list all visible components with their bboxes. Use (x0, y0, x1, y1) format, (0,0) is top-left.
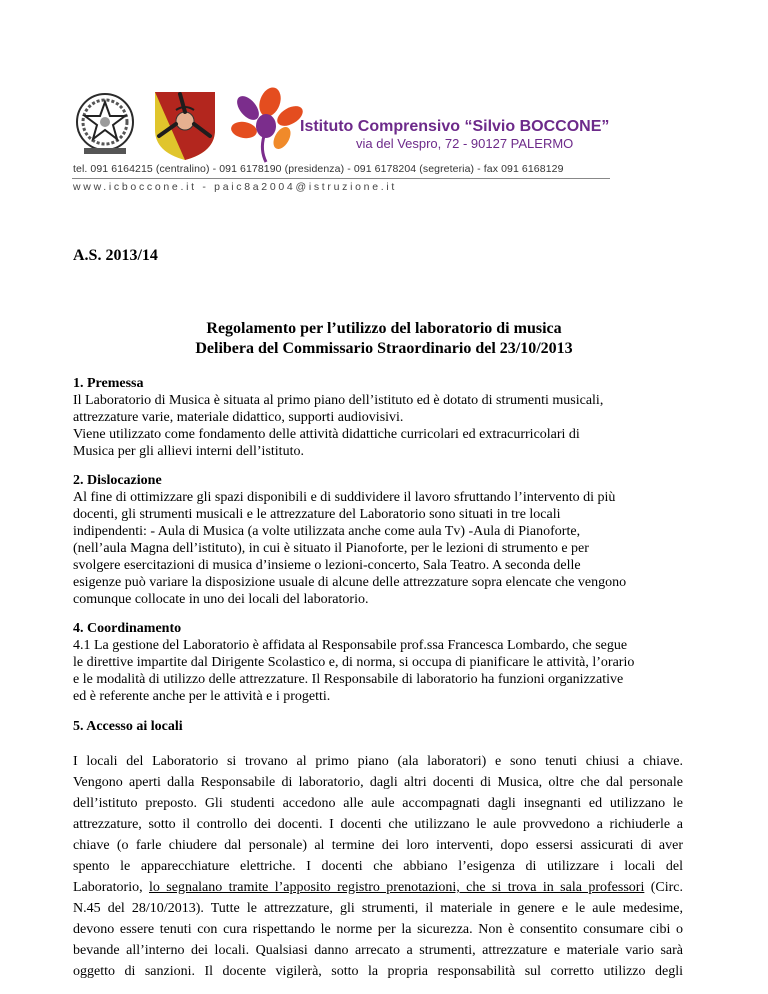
underlined-text: lo segnalano tramite l’apposito registro prenotazioni, che si trova in sala professori (149, 880, 645, 895)
paragraph-line: indipendenti: - Aula di Musica (a volte utilizzata anche come aula Tv) -Aula di Pianoforte, (73, 524, 581, 539)
section-paragraph-accesso (73, 751, 683, 982)
letterhead-divider (72, 178, 610, 179)
republic-emblem-icon (72, 88, 138, 160)
paragraph-line: Viene utilizzato come fondamento delle attività didattiche curricolari ed extracurricolari di (73, 427, 580, 442)
flower-logo-icon (230, 86, 305, 164)
paragraph-line: spento le apparecchiature elettriche. I docenti che abbiano l’esigenza di utilizzare i locali del (73, 859, 683, 874)
paragraph-line: le direttive impartite dal Dirigente Scolastico e, di norma, si occupa di pianificare le attività, l’orario (73, 655, 635, 670)
section-heading-coordinamento: 4. Coordinamento (73, 621, 182, 636)
paragraph-line: N.45 del 28/10/2013). Tutte le attrezzature, gli strumenti, il materiale in genere e le aule medesime, (73, 901, 683, 916)
school-year: A.S. 2013/14 (73, 247, 158, 264)
paragraph-line: Laboratorio, (73, 880, 149, 895)
paragraph-line: svolgere esercitazioni di musica d’insieme o lezioni-concerto, Sala Teatro. A seconda delle (73, 558, 581, 573)
paragraph-line: docenti, gli strumenti musicali e le attrezzature del Laboratorio sono situati in tre locali (73, 507, 561, 522)
section-heading-premessa: 1. Premessa (73, 376, 144, 391)
website-email: www.icboccone.it - paic8a2004@istruzione.it (73, 181, 398, 193)
paragraph-line: oggetto di sanzioni. Il docente vigilerà, sotto la propria responsabilità sul corretto utilizzo degli (73, 964, 683, 979)
document-title: Regolamento per l’utilizzo del laboratorio di musica (206, 320, 562, 337)
document-subtitle: Delibera del Commissario Straordinario del 23/10/2013 (195, 340, 573, 357)
paragraph-line: attrezzature, sotto il controllo dei docenti. I docenti che utilizzano le aule provvedono a richiuderle a (73, 817, 683, 832)
paragraph-line: devono essere tenuti con cura rispettando le norme per la sicurezza. Non è consentito consumare cibi o (73, 922, 683, 937)
contact-numbers: tel. 091 6164215 (centralino) - 091 6178190 (presidenza) - 091 6178204 (segreteria) - fax 091 6168129 (73, 163, 564, 175)
paragraph-line: 4.1 La gestione del Laboratorio è affidata al Responsabile prof.ssa Francesca Lombardo, che segue (73, 638, 628, 653)
paragraph-line: e le modalità di utilizzo delle attrezzature. Il Responsabile di laboratorio ha funzioni organizzative (73, 672, 624, 687)
sicily-trinacria-icon (150, 86, 220, 162)
paragraph-line: esigenze può variare la disposizione usuale di alcune delle attrezzature sopra elencate che vengono (73, 575, 627, 590)
paragraph-line: chiave (o farle chiudere dal personale) al termine dei loro interventi, dopo essersi assicurati di aver (73, 838, 683, 853)
paragraph-line: I locali del Laboratorio si trovano al primo piano (ala laboratori) e sono tenuti chiusi a chiave. (73, 754, 683, 769)
paragraph-line: Al fine di ottimizzare gli spazi disponibili e di suddividere il lavoro sfruttando l’intervento di più (73, 490, 616, 505)
paragraph-line: Il Laboratorio di Musica è situata al primo piano dell’istituto ed è dotato di strumenti musicali, (73, 393, 604, 408)
paragraph-line: attrezzature varie, materiale didattico, supporti audiovisivi. (73, 410, 404, 425)
paragraph-line: Vengono aperti dalla Responsabile di laboratorio, dagli altri docenti di Musica, oltre che dal personale (73, 775, 683, 790)
paragraph-line: dell’istituto preposto. Gli studenti accedono alle aule accompagnati dagli insegnanti ed utilizzano le (73, 796, 683, 811)
paragraph-line: (nell’aula Magna dell’istituto), in cui è situato il Pianoforte, per le lezioni di strumento e per (73, 541, 589, 556)
school-name: Istituto Comprensivo “Silvio BOCCONE” (300, 118, 610, 135)
paragraph-line: bevande all’interno dei locali. Qualsiasi danno arrecato a strumenti, attrezzature e materiale vario sarà (73, 943, 683, 958)
paragraph-line: comunque collocate in uno dei locali del laboratorio. (73, 592, 369, 607)
paragraph-line: (Circ. (644, 880, 684, 895)
section-heading-accesso: 5. Accesso ai locali (73, 719, 183, 734)
paragraph-line: Musica per gli allievi interni dell’istituto. (73, 444, 304, 459)
school-address: via del Vespro, 72 - 90127 PALERMO (356, 136, 574, 151)
paragraph-line: ed è referente anche per le attività e i progetti. (73, 689, 331, 704)
section-heading-dislocazione: 2. Dislocazione (73, 473, 162, 488)
